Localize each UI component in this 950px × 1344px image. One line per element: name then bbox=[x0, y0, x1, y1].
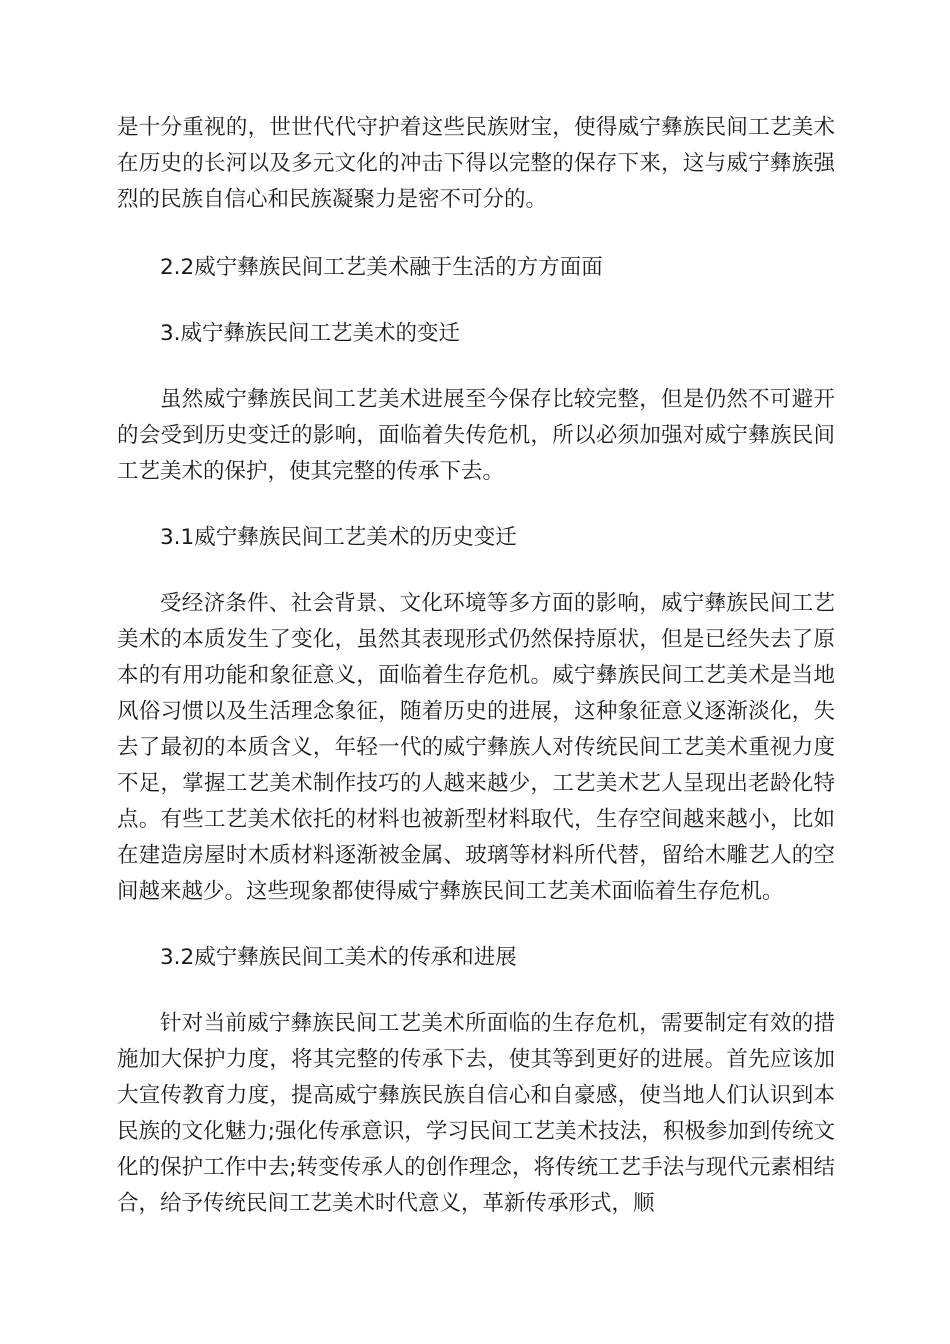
section-heading-3-1: 3.1威宁彝族民间工艺美术的历史变迁 bbox=[160, 525, 517, 550]
spacer bbox=[117, 352, 835, 382]
spacer bbox=[117, 976, 835, 1006]
paragraph-3-1: 受经济条件、社会背景、文化环境等多方面的影响，威宁彝族民间工艺美术的本质发生了变化，虽然其表现形式仍然保持原状，但是已经失去了原本的有用功能和象征意义，面临着生存危机。威宁彝族民间工艺美术是当地风俗习惯以及生活理念象征，随着历史的进展，这种象征意义逐渐淡化，失去了最初的本质含义，年轻一代的威宁彝族人对传统民间工艺美术重视力度不足，掌握工艺美术制作技巧的人越来越少，工艺美术艺人呈现出老龄化特点。有些工艺美术依托的材料也被新型材料取代，生存空间越来越小，比如在建造房屋时木质材料逐渐被金属、玻璃等材料所代替，留给木雕艺人的空间越来越少。这些现象都使得威宁彝族民间工艺美术面临着生存危机。 bbox=[117, 591, 835, 904]
spacer bbox=[117, 286, 835, 316]
paragraph-continued: 是十分重视的，世世代代守护着这些民族财宝，使得威宁彝族民间工艺美术在历史的长河以及多元文化的冲击下得以完整的保存下来，这与威宁彝族强烈的民族自信心和民族凝聚力是密不可分的。 bbox=[117, 115, 835, 212]
paragraph-3-2: 针对当前威宁彝族民间工艺美术所面临的生存危机，需要制定有效的措施加大保护力度，将其完整的传承下去，使其等到更好的进展。首先应该加大宣传教育力度，提高威宁彝族民族自信心和自豪感，使当地人们认识到本民族的文化魅力;强化传承意识，学习民间工艺美术技法，积极参加到传统文化的保护工作中去;转变传承人的创作理念，将传统工艺手法与现代元素相结合，给予传统民间工艺美术时代意义，革新传承形式，顺 bbox=[117, 1011, 835, 1216]
spacer bbox=[117, 490, 835, 520]
spacer bbox=[117, 910, 835, 940]
document-body bbox=[117, 110, 835, 1222]
spacer bbox=[117, 556, 835, 586]
paragraph-intro-3: 虽然威宁彝族民间工艺美术进展至今保存比较完整，但是仍然不可避开的会受到历史变迁的影响，面临着失传危机，所以必须加强对威宁彝族民间工艺美术的保护，使其完整的传承下去。 bbox=[117, 387, 835, 484]
section-heading-3: 3.威宁彝族民间工艺美术的变迁 bbox=[160, 321, 461, 346]
section-heading-2-2: 2.2威宁彝族民间工艺美术融于生活的方方面面 bbox=[160, 255, 603, 280]
section-heading-3-2: 3.2威宁彝族民间工美术的传承和进展 bbox=[160, 945, 517, 970]
spacer bbox=[117, 218, 835, 250]
